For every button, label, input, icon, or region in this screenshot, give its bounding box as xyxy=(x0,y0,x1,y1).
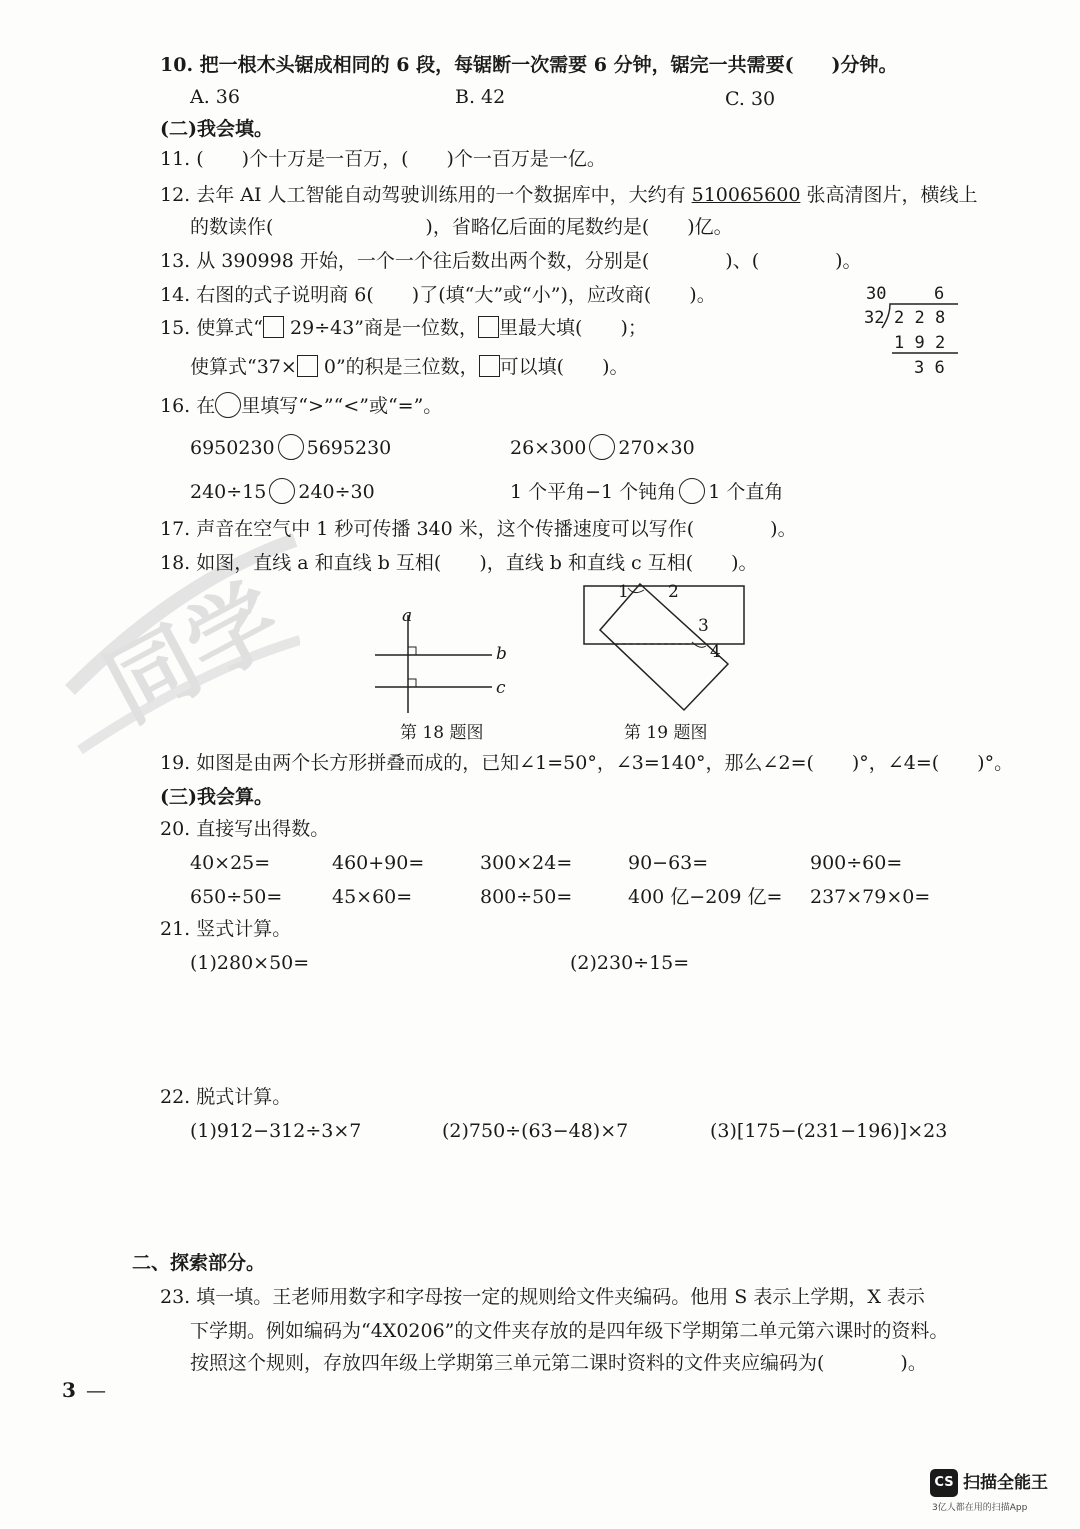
q21-part-1: (1)280×50= xyxy=(190,952,310,974)
division-dividend: 2 2 8 xyxy=(894,308,946,328)
q13-text: 13. 从 390998 开始，一个一个往后数出两个数，分别是( )、( )。 xyxy=(160,250,862,272)
watermark-text: 同学 xyxy=(89,565,298,743)
section-calc-heading: (三)我会算。 xyxy=(160,786,273,808)
q20-item: 460+90= xyxy=(332,852,425,874)
q16-right: 1 个直角 xyxy=(708,481,784,503)
figure-18-caption: 第 18 题图 xyxy=(400,723,484,743)
q16-left: 6950230 xyxy=(190,437,275,459)
q15-l1-b: 29÷43”商是一位数， xyxy=(290,317,479,339)
page-number: 3 xyxy=(62,1378,76,1402)
q20-item: 650÷50= xyxy=(190,886,283,908)
q12-line2: 的数读作( )，省略亿后面的尾数约是( )亿。 xyxy=(190,216,733,238)
q20-title: 20. 直接写出得数。 xyxy=(160,818,330,840)
answer-box[interactable] xyxy=(263,316,284,338)
q21-part-2: (2)230÷15= xyxy=(570,952,690,974)
compare-circle[interactable] xyxy=(278,434,304,460)
q16-item-2 xyxy=(510,434,695,461)
division-remainder: 3 6 xyxy=(914,358,945,378)
q10-option-c[interactable]: C. 30 xyxy=(725,88,776,110)
scanner-tagline: 3亿人都在用的扫描App xyxy=(932,1503,1028,1513)
q11-text: 11. ( )个十万是一百万，( )个一百万是一亿。 xyxy=(160,148,606,170)
q15-l1-c: 里最大填( )； xyxy=(499,317,647,339)
q20-item: 40×25= xyxy=(190,852,271,874)
line-c-label: c xyxy=(496,678,506,698)
angle-4-label: 4 xyxy=(710,642,721,662)
q22-part-1: (1)912−312÷3×7 xyxy=(190,1120,362,1142)
q22-title: 22. 脱式计算。 xyxy=(160,1086,292,1108)
q15-l2-c: 可以填( )。 xyxy=(499,356,629,378)
q20-item: 45×60= xyxy=(332,886,413,908)
q12-pre: 12. 去年 AI 人工智能自动驾驶训练用的一个数据库中，大约有 xyxy=(160,184,692,206)
division-product: 1 9 2 xyxy=(894,333,946,353)
q12-post: 张高清图片，横线上 xyxy=(800,184,978,206)
q20-item: 900÷60= xyxy=(810,852,903,874)
q14-text: 14. 右图的式子说明商 6( )了(填“大”或“小”)，应改商( )。 xyxy=(160,284,716,306)
q16-title-a: 16. 在 xyxy=(160,395,216,417)
compare-circle[interactable] xyxy=(679,478,705,504)
q22-part-3: (3)[175−(231−196)]×23 xyxy=(710,1120,948,1142)
q16-right: 270×30 xyxy=(618,437,695,459)
q16-title xyxy=(160,392,442,419)
q16-item-4 xyxy=(510,478,783,505)
compare-circle xyxy=(215,392,241,418)
q10-stem: 10. 把一根木头锯成相同的 6 段，每锯断一次需要 6 分钟，锯完一共需要( )分钟。 xyxy=(160,54,898,76)
q12-line1 xyxy=(160,182,977,208)
figure-19-caption: 第 19 题图 xyxy=(624,723,708,743)
q23-line2: 下学期。例如编码为“4X0206”的文件夹存放的是四年级下学期第二单元第六课时的资料。 xyxy=(190,1320,949,1342)
q18-text: 18. 如图，直线 a 和直线 b 互相( )，直线 b 和直线 c 互相( )。 xyxy=(160,552,758,574)
compare-circle[interactable] xyxy=(269,478,295,504)
q17-text: 17. 声音在空气中 1 秒可传播 340 米，这个传播速度可以写作( )。 xyxy=(160,518,797,540)
q20-item: 237×79×0= xyxy=(810,886,931,908)
q20-item: 90−63= xyxy=(628,852,709,874)
q10-option-a[interactable]: A. 36 xyxy=(190,86,240,108)
q20-item: 400 亿−209 亿= xyxy=(628,886,783,908)
q15-l1-a: 15. 使算式“ xyxy=(160,317,263,339)
q23-line1: 23. 填一填。王老师用数字和字母按一定的规则给文件夹编码。他用 S 表示上学期，X 表示 xyxy=(160,1286,925,1308)
division-bracket xyxy=(880,300,960,360)
q16-right: 240÷30 xyxy=(298,481,375,503)
part-explore-heading: 二、探索部分。 xyxy=(132,1252,266,1274)
cs-logo-icon: CS xyxy=(930,1469,958,1497)
q16-item-1 xyxy=(190,434,391,461)
angle-2-label: 2 xyxy=(668,582,679,602)
division-crossed-quotient: 30 xyxy=(866,284,887,304)
q20-item: 800÷50= xyxy=(480,886,573,908)
q21-title: 21. 竖式计算。 xyxy=(160,918,292,940)
figure-19 xyxy=(580,580,750,715)
scanner-app-name: 扫描全能王 xyxy=(963,1473,1048,1493)
q16-left: 26×300 xyxy=(510,437,587,459)
angle-3-label: 3 xyxy=(698,616,709,636)
answer-box[interactable] xyxy=(479,355,500,377)
q16-left: 240÷15 xyxy=(190,481,267,503)
q16-item-3 xyxy=(190,478,375,505)
q16-left: 1 个平角−1 个钝角 xyxy=(510,481,677,503)
q15-l2-a: 使算式“37× xyxy=(190,356,297,378)
q10-option-b[interactable]: B. 42 xyxy=(455,86,506,108)
section-fill-heading: (二)我会填。 xyxy=(160,118,273,140)
q20-item: 300×24= xyxy=(480,852,573,874)
line-b-label: b xyxy=(496,644,507,664)
q22-part-2: (2)750÷(63−48)×7 xyxy=(442,1120,629,1142)
q16-title-b: 里填写“>”“<”或“=”。 xyxy=(241,395,443,417)
scanner-watermark xyxy=(930,1466,1058,1516)
q12-number: 510065600 xyxy=(691,184,801,206)
page-dash: — xyxy=(86,1378,106,1402)
q15-l2-b: 0”的积是三位数， xyxy=(323,356,479,378)
q23-line3: 按照这个规则，存放四年级上学期第三单元第二课时资料的文件夹应编码为( )。 xyxy=(190,1352,927,1374)
answer-box[interactable] xyxy=(478,316,499,338)
division-quotient: 6 xyxy=(934,284,945,304)
line-a-label: a xyxy=(402,606,413,626)
q19-text: 19. 如图是由两个长方形拼叠而成的，已知∠1=50°，∠3=140°，那么∠2=( )°，∠4=( )°。 xyxy=(160,752,1014,774)
q15-line2 xyxy=(190,354,629,380)
answer-box[interactable] xyxy=(297,355,318,377)
q16-right: 5695230 xyxy=(306,437,392,459)
compare-circle[interactable] xyxy=(589,434,615,460)
q15-line1 xyxy=(160,315,647,341)
angle-1-label: 1 xyxy=(618,582,629,602)
division-divisor: 32 xyxy=(864,308,885,328)
